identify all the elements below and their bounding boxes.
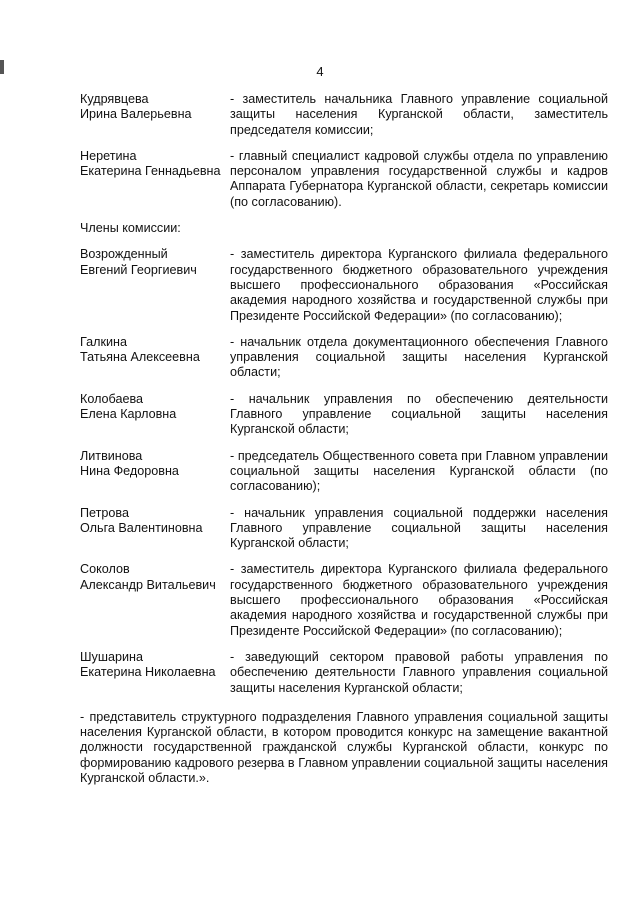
member-name [80,247,230,323]
member-surname: Возрожденный [80,247,168,262]
member-surname: Галкина [80,334,127,349]
member-name [80,562,230,638]
member-given-name: Татьяна Алексеевна [80,350,200,365]
member-role: - начальник отдела документационного обеспечения Главного управления социальной защиты населения Курганской области; [230,334,608,380]
member-entry-neretina [80,149,608,210]
member-role: - заведующий сектором правовой работы управления по обеспечению деятельности Главного управления социальной защиты населения Курганской области; [230,649,608,695]
member-name [80,149,230,210]
member-role: - начальник управления социальной поддержки населения Главного управление социальной защиты населения Курганской области; [230,505,608,551]
final-paragraph: - представитель структурного подразделения Главного управления социальной защиты населения Курганской области, в котором проводится конкурс на замещение вакантной должности государственной гражданской службы Курганской области, конкурс по формированию кадрового резерва в Главном управлении социальной защиты населения Курганской области.». [80,709,608,785]
member-surname: Неретина [80,148,137,163]
member-surname: Шушарина [80,649,143,664]
member-surname: Колобаева [80,391,144,406]
member-surname: Соколов [80,562,130,577]
member-entry-galkina [80,335,608,381]
member-entry-litvinova [80,449,608,495]
member-entry-petrova [80,506,608,552]
member-entry-vozrozhdenny [80,247,608,323]
member-given-name: Александр Витальевич [80,577,216,592]
member-given-name: Ирина Валерьевна [80,107,192,122]
member-name [80,392,230,438]
member-given-name: Елена Карловна [80,407,177,422]
member-entry-shusharina [80,650,608,696]
member-name [80,506,230,552]
member-given-name: Нина Федоровна [80,463,179,478]
member-role: - начальник управления по обеспечению деятельности Главного управление социальной защиты населения Курганской области; [230,391,608,437]
member-given-name: Екатерина Геннадьевна [80,164,221,179]
member-name [80,650,230,696]
member-name [80,335,230,381]
member-entry-sokolov [80,562,608,638]
commission-list [80,92,608,786]
member-role: - заместитель директора Курганского филиала федерального государственного бюджетного образовательного учреждения высшего профессионального образования «Российская академия народного хозяйства и государственной службы при Президенте Российской Федерации» (по согласованию); [230,247,608,323]
member-given-name: Евгений Георгиевич [80,262,197,277]
member-surname: Кудрявцева [80,92,149,106]
member-role: - заместитель директора Курганского филиала федерального государственного бюджетного образовательного учреждения высшего профессионального образования «Российская академия народного хозяйства и государственной службы при Президенте Российской Федерации» (по согласованию); [230,562,608,638]
members-heading: Члены комиссии: [80,221,181,236]
member-role: - заместитель начальника Главного управление социальной защиты населения Курганской области, заместитель председателя комиссии; [230,92,608,137]
member-given-name: Екатерина Николаевна [80,665,216,680]
member-name [80,92,230,138]
member-entry-kolobaeva [80,392,608,438]
page-number: 4 [316,64,324,79]
member-role: - председатель Общественного совета при Главном управлении социальной защиты населения Курганской области (по согласованию); [230,448,608,494]
member-name [80,449,230,495]
member-given-name: Ольга Валентиновна [80,520,203,535]
member-role: - главный специалист кадровой службы отдела по управлению персоналом управления государственной службы и кадров Аппарата Губернатора Курганской области, секретарь комиссии (по согласованию). [230,148,608,209]
member-surname: Петрова [80,505,129,520]
member-entry-kudryavtseva [80,92,608,138]
member-surname: Литвинова [80,448,143,463]
